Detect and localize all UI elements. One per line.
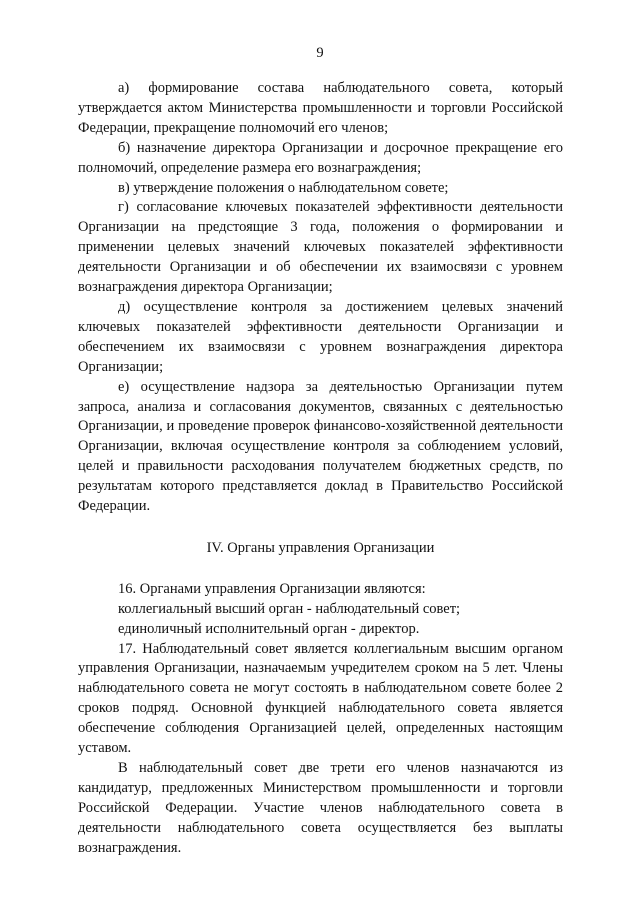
list-item-e: д) осуществление контроля за достижением целевых значений ключевых показателей эффективности деятельности Организации и обеспечением их взаимосвязи с уровнем вознаграждения директора Организации;	[78, 298, 563, 375]
list-item-a: а) формирование состава наблюдательного совета, который утверждается актом Министерства промышленности и торговли Российской Федерации, прекращение полномочий его членов;	[78, 80, 563, 136]
list-item-d: г) согласование ключевых показателей эффективности деятельности Организации на предстоящие 3 года, положения о формировании и применении целевых значений ключевых показателей эффективности деятельности Организации и об обеспечении их взаимосвязи с уровнем вознаграждения директора Организации;	[78, 199, 563, 296]
paragraph-17-continued: В наблюдательный совет две трети его членов назначаются из кандидатур, предложенных Министерством промышленности и торговли Российской Федерации. Участие членов наблюдательного совета в деятельности наблюдательного совета осуществляется без выплаты вознаграждения.	[78, 760, 563, 856]
list-item-f: е) осуществление надзора за деятельностью Организации путем запроса, анализа и согласования документов, связанных с деятельностью Организации, и проведение проверок финансово-хозяйственной деятельности Организации, включая осуществление контроля за соблюдением условий, целей и правильности расходования получателем бюджетных средств, по результатам которого представляется доклад в Правительство Российской Федерации.	[78, 378, 563, 515]
list-item-b: б) назначение директора Организации и досрочное прекращение его полномочий, определение размера его вознаграждения;	[78, 139, 563, 176]
paragraph-16-intro: 16. Органами управления Организации являются:	[118, 580, 426, 597]
section-heading: IV. Органы управления Организации	[206, 539, 435, 556]
paragraph-16-item-1: коллегиальный высший орган - наблюдательный совет;	[118, 600, 461, 617]
list-item-c: в) утверждение положения о наблюдательном совете;	[118, 179, 449, 196]
paragraph-16-item-2: единоличный исполнительный орган - директор.	[118, 620, 420, 637]
document-body	[78, 79, 563, 859]
paragraph-17: 17. Наблюдательный совет является коллегиальным высшим органом управления Организации, назначаемым учредителем сроком на 5 лет. Члены наблюдательного совета не могут состоять в наблюдательном совете более 2 сроков подряд. Основной функцией наблюдательного совета является обеспечение соблюдения Организацией целей, определенных настоящим уставом.	[78, 640, 563, 757]
page-number: 9	[316, 45, 324, 61]
